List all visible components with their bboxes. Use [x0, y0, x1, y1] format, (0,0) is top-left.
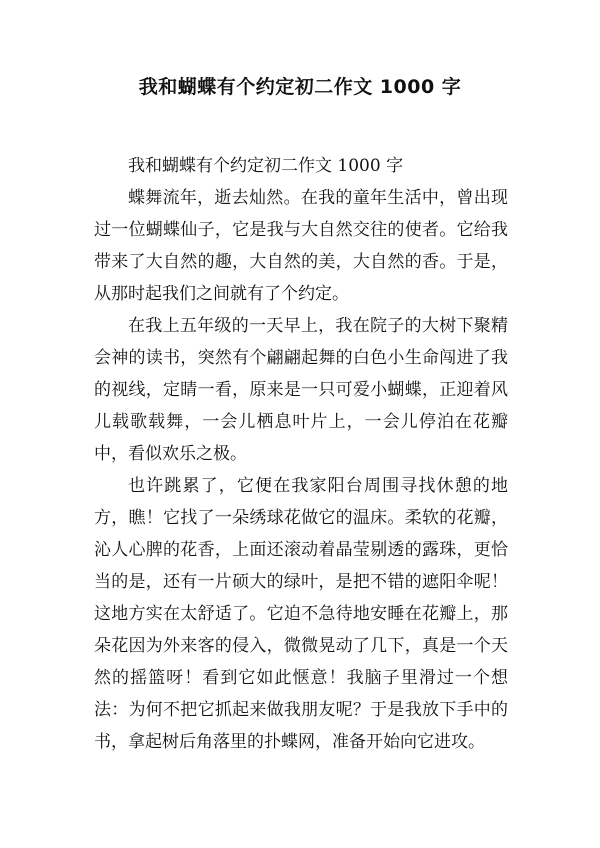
- document-body: [94, 150, 508, 758]
- body-paragraph-1: 蝶舞流年，逝去灿然。在我的童年生活中，曾出现过一位蝴蝶仙子，它是我与大自然交往的使者。它给我带来了大自然的趣，大自然的美，大自然的香。于是，从那时起我们之间就有了个约定。: [94, 188, 508, 304]
- document-title: 我和蝴蝶有个约定初二作文 1000 字: [138, 76, 462, 98]
- subtitle-paragraph: 我和蝴蝶有个约定初二作文 1000 字: [128, 156, 404, 176]
- body-paragraph-3: 也许跳累了，它便在我家阳台周围寻找休憩的地方，瞧！它找了一朵绣球花做它的温床。柔软的花瓣，沁人心脾的花香，上面还滚动着晶莹剔透的露珠，更恰当的是，还有一片硕大的绿叶，是把不错的遮阳伞呢！这地方实在太舒适了。它迫不急待地安睡在花瓣上，那朵花因为外来客的侵入，微微晃动了几下，真是一个天然的摇篮呀！看到它如此惬意！我脑子里滑过一个想法：为何不把它抓起来做我朋友呢？于是我放下手中的书，拿起树后角落里的扑蝶网，准备开始向它进攻。: [94, 476, 508, 752]
- body-paragraph-2: 在我上五年级的一天早上，我在院子的大树下聚精会神的读书，突然有个翩翩起舞的白色小生命闯进了我的视线，定睛一看，原来是一只可爱小蝴蝶，正迎着风儿载歌载舞，一会儿栖息叶片上，一会儿停泊在花瓣中，看似欢乐之极。: [94, 316, 508, 464]
